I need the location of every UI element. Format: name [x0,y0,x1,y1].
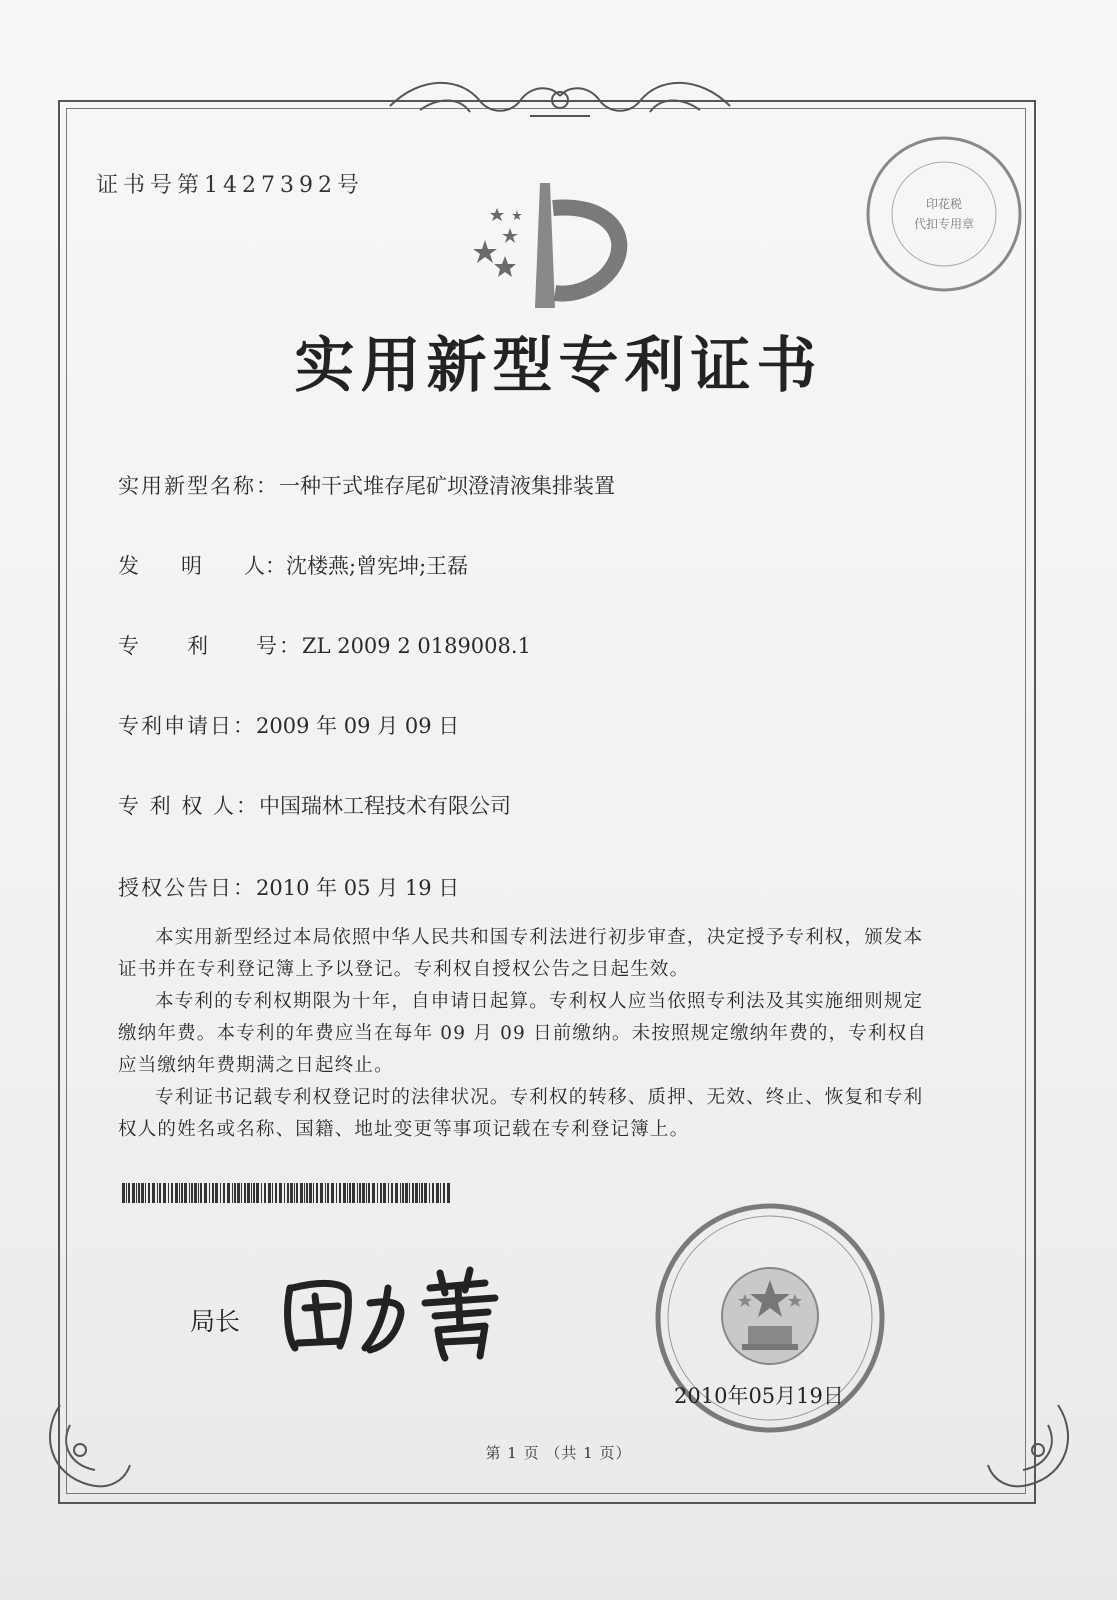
body-paragraph: 专利证书记载专利权登记时的法律状况。专利权的转移、质押、无效、终止、恢复和专利权人的姓名或名称、国籍、地址变更等事项记载在专利登记簿上。 [118,1087,924,1140]
patent-office-logo-icon [455,178,645,318]
field-value: ZL 2009 2 0189008.1 [302,634,531,658]
field-value: 中国瑞林工程技术有限公司 [259,794,512,818]
field-grant-announcement-date [118,872,459,902]
tax-stamp-center-line1: 印花税 [925,197,963,211]
field-value: 沈楼燕;曾宪坤;王磊 [286,554,469,578]
body-paragraph: 本专利的专利权期限为十年，自申请日起算。专利权人应当依照专利法及其实施细则规定缴纳年费。本专利的年费应当在每年 09 月 09 日前缴纳。未按照规定缴纳年费的，专利权自应当缴纳年费期满之日起终止。 [118,991,928,1076]
field-value: 2010 年 05 月 19 日 [256,876,460,900]
field-label: 发 明 人： [118,554,286,578]
director-signature [270,1258,520,1368]
field-value: 一种干式堆存尾矿坝澄清液集排装置 [279,474,615,498]
page-number: 第 1 页 （共 1 页） [485,1444,632,1462]
field-value: 2009 年 09 月 09 日 [256,714,460,738]
top-ornament [380,66,740,128]
field-patent-number [118,630,531,660]
certificate-number: 证书号第1427392号 [96,173,364,198]
seal-date: 2010年05月19日 [674,1384,844,1408]
field-label: 专 利 号： [118,634,302,658]
barcode [122,1183,452,1203]
field-label: 实用新型名称： [118,474,279,498]
page-title: 实用新型专利证书 [294,331,823,401]
director-label: 局长 [190,1307,241,1336]
field-label: 专 利 权 人： [118,794,260,818]
field-patentee [118,790,511,820]
tax-stamp-seal [858,128,1030,300]
field-inventors [118,550,468,580]
field-utility-model-name [118,470,615,500]
tax-stamp-center-line2: 代扣专用章 [913,217,975,231]
field-label: 授权公告日： [118,876,256,900]
body-paragraph: 本实用新型经过本局依照中华人民共和国专利法进行初步审查，决定授予专利权，颁发本证书并在专利登记簿上予以登记。专利权自授权公告之日起生效。 [118,927,924,980]
field-application-date [118,710,459,740]
field-label: 专利申请日： [118,714,256,738]
